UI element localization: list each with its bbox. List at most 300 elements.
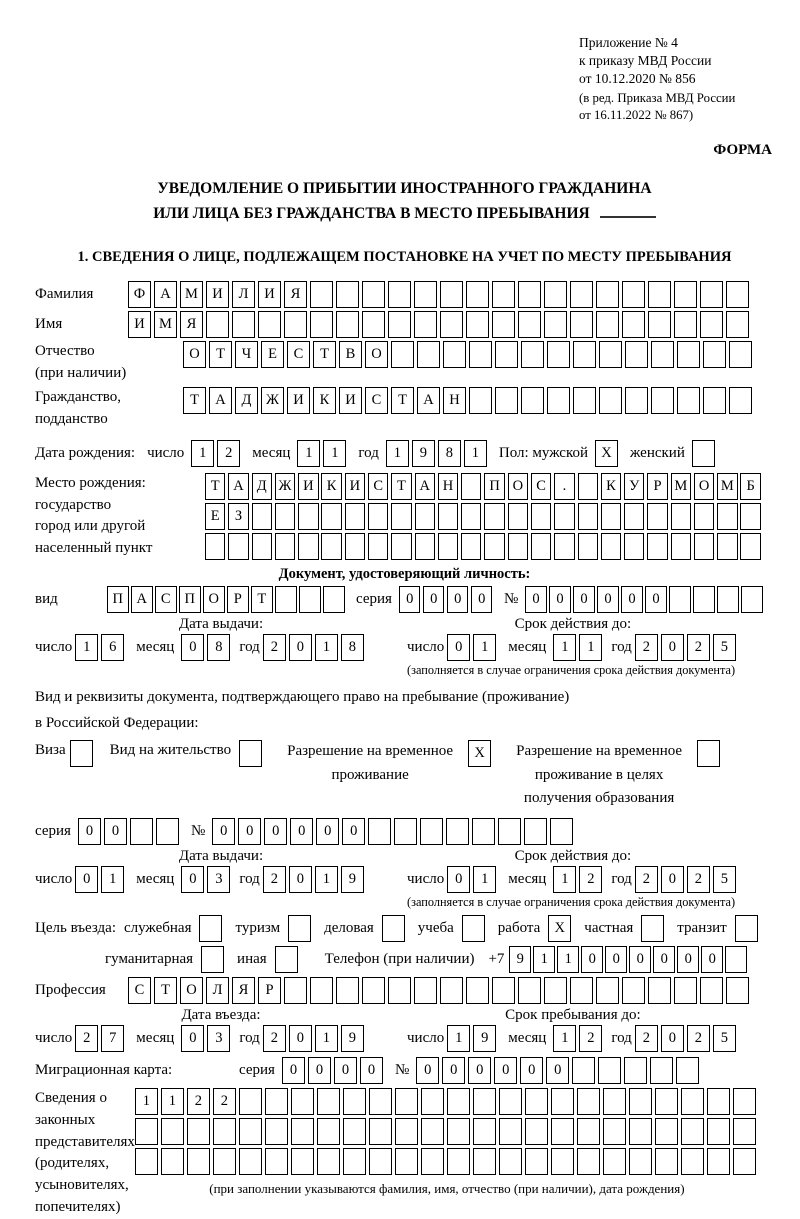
form-cell-empty[interactable]: [343, 1148, 366, 1175]
form-cell-empty[interactable]: [135, 1118, 158, 1145]
form-cell-filled[interactable]: 2: [263, 634, 286, 661]
form-cell-empty[interactable]: [473, 1148, 496, 1175]
form-cell-filled[interactable]: 1: [557, 946, 579, 973]
form-cell-empty[interactable]: [466, 281, 489, 308]
form-cell-filled[interactable]: 0: [334, 1057, 357, 1084]
form-cell-empty[interactable]: [596, 977, 619, 1004]
form-cell-empty[interactable]: [447, 1148, 470, 1175]
form-cell-empty[interactable]: [391, 503, 411, 530]
form-cell-empty[interactable]: [544, 977, 567, 1004]
form-cell-empty[interactable]: [291, 1088, 314, 1115]
form-cell-empty[interactable]: [421, 1088, 444, 1115]
form-cell-filled[interactable]: 0: [621, 586, 643, 613]
form-cell-filled[interactable]: 0: [264, 818, 287, 845]
form-cell-empty[interactable]: [275, 533, 295, 560]
form-cell-empty[interactable]: [443, 341, 466, 368]
form-cell-empty[interactable]: [414, 281, 437, 308]
form-cell-filled[interactable]: 2: [217, 440, 240, 467]
form-cell-filled[interactable]: 2: [635, 866, 658, 893]
form-cell-empty[interactable]: [317, 1088, 340, 1115]
form-cell-filled[interactable]: 0: [290, 818, 313, 845]
form-cell-filled[interactable]: Т: [209, 341, 232, 368]
form-cell-empty[interactable]: [447, 1118, 470, 1145]
form-cell-filled[interactable]: 0: [494, 1057, 517, 1084]
form-cell-empty[interactable]: [671, 533, 691, 560]
form-cell-filled[interactable]: С: [128, 977, 151, 1004]
form-cell-empty[interactable]: [415, 533, 435, 560]
form-cell-filled[interactable]: 9: [412, 440, 435, 467]
form-cell-empty[interactable]: [655, 1118, 678, 1145]
form-cell-empty[interactable]: [733, 1118, 756, 1145]
form-cell-empty[interactable]: [420, 818, 443, 845]
form-cell-empty[interactable]: [446, 818, 469, 845]
form-cell-filled[interactable]: А: [154, 281, 177, 308]
form-cell-empty[interactable]: [703, 387, 726, 414]
form-cell-filled[interactable]: 1: [161, 1088, 184, 1115]
form-cell-filled[interactable]: Б: [740, 473, 760, 500]
form-cell-empty[interactable]: [461, 503, 481, 530]
form-cell-filled[interactable]: А: [131, 586, 153, 613]
form-cell-empty[interactable]: [601, 533, 621, 560]
form-cell-empty[interactable]: [382, 915, 405, 942]
form-cell-filled[interactable]: О: [180, 977, 203, 1004]
form-cell-empty[interactable]: [703, 341, 726, 368]
form-cell-empty[interactable]: [415, 503, 435, 530]
form-cell-filled[interactable]: 1: [297, 440, 320, 467]
form-cell-filled[interactable]: 2: [263, 1025, 286, 1052]
form-cell-empty[interactable]: [345, 533, 365, 560]
form-cell-empty[interactable]: [578, 473, 598, 500]
form-cell-empty[interactable]: [598, 1057, 621, 1084]
form-cell-filled[interactable]: 0: [549, 586, 571, 613]
form-cell-filled[interactable]: Т: [391, 473, 411, 500]
form-cell-filled[interactable]: Р: [258, 977, 281, 1004]
form-cell-empty[interactable]: [284, 311, 307, 338]
form-cell-empty[interactable]: [508, 503, 528, 530]
form-cell-empty[interactable]: [547, 387, 570, 414]
form-cell-empty[interactable]: [495, 341, 518, 368]
form-cell-empty[interactable]: [624, 1057, 647, 1084]
form-cell-empty[interactable]: [677, 341, 700, 368]
form-cell-empty[interactable]: [362, 311, 385, 338]
form-cell-empty[interactable]: [669, 586, 691, 613]
form-cell-empty[interactable]: [694, 503, 714, 530]
form-cell-empty[interactable]: [603, 1118, 626, 1145]
form-cell-empty[interactable]: [461, 533, 481, 560]
form-cell-empty[interactable]: [499, 1148, 522, 1175]
form-cell-empty[interactable]: [518, 977, 541, 1004]
form-cell-filled[interactable]: 6: [101, 634, 124, 661]
form-cell-empty[interactable]: [717, 586, 739, 613]
form-cell-filled[interactable]: 0: [471, 586, 493, 613]
form-cell-empty[interactable]: [343, 1088, 366, 1115]
form-cell-filled[interactable]: 1: [315, 634, 338, 661]
form-cell-empty[interactable]: [417, 341, 440, 368]
form-cell-empty[interactable]: [518, 311, 541, 338]
form-cell-empty[interactable]: [369, 1148, 392, 1175]
form-cell-empty[interactable]: [388, 281, 411, 308]
form-cell-filled[interactable]: Е: [261, 341, 284, 368]
form-cell-empty[interactable]: [156, 818, 179, 845]
form-cell-filled[interactable]: 1: [101, 866, 124, 893]
form-cell-filled[interactable]: 1: [553, 1025, 576, 1052]
form-cell-filled[interactable]: 0: [289, 1025, 312, 1052]
form-cell-empty[interactable]: [729, 341, 752, 368]
form-cell-filled[interactable]: 2: [579, 1025, 602, 1052]
form-cell-filled[interactable]: Л: [232, 281, 255, 308]
form-cell-filled[interactable]: О: [508, 473, 528, 500]
form-cell-filled[interactable]: 2: [263, 866, 286, 893]
form-cell-filled[interactable]: 8: [438, 440, 461, 467]
form-cell-filled[interactable]: Ч: [235, 341, 258, 368]
form-cell-empty[interactable]: [421, 1118, 444, 1145]
form-cell-empty[interactable]: [336, 977, 359, 1004]
form-cell-empty[interactable]: [394, 818, 417, 845]
form-cell-empty[interactable]: [265, 1148, 288, 1175]
form-cell-filled[interactable]: Я: [284, 281, 307, 308]
form-cell-empty[interactable]: [321, 533, 341, 560]
form-cell-empty[interactable]: [601, 503, 621, 530]
form-cell-filled[interactable]: 2: [187, 1088, 210, 1115]
form-cell-filled[interactable]: 5: [713, 1025, 736, 1052]
form-cell-empty[interactable]: [625, 387, 648, 414]
form-cell-filled[interactable]: М: [717, 473, 737, 500]
form-cell-empty[interactable]: [547, 341, 570, 368]
form-cell-filled[interactable]: 0: [653, 946, 675, 973]
form-cell-empty[interactable]: [498, 818, 521, 845]
form-cell-empty[interactable]: [671, 503, 691, 530]
form-cell-filled[interactable]: 2: [687, 866, 710, 893]
form-cell-filled[interactable]: В: [339, 341, 362, 368]
form-cell-empty[interactable]: [518, 281, 541, 308]
form-cell-empty[interactable]: [369, 1118, 392, 1145]
form-cell-empty[interactable]: [717, 533, 737, 560]
form-cell-filled[interactable]: Ж: [275, 473, 295, 500]
form-cell-empty[interactable]: [570, 311, 593, 338]
form-cell-empty[interactable]: [252, 503, 272, 530]
form-cell-filled[interactable]: 1: [553, 634, 576, 661]
form-cell-empty[interactable]: [298, 503, 318, 530]
form-cell-filled[interactable]: 0: [416, 1057, 439, 1084]
form-cell-empty[interactable]: [650, 1057, 673, 1084]
form-cell-filled[interactable]: 9: [341, 866, 364, 893]
form-cell-empty[interactable]: [310, 977, 333, 1004]
form-cell-empty[interactable]: [317, 1118, 340, 1145]
form-cell-empty[interactable]: [414, 977, 437, 1004]
form-cell-filled[interactable]: 1: [533, 946, 555, 973]
form-cell-empty[interactable]: [625, 341, 648, 368]
form-cell-filled[interactable]: 0: [238, 818, 261, 845]
form-cell-empty[interactable]: [700, 977, 723, 1004]
form-cell-filled[interactable]: С: [365, 387, 388, 414]
form-cell-empty[interactable]: [275, 586, 297, 613]
form-cell-empty[interactable]: [239, 1148, 262, 1175]
form-cell-filled[interactable]: 8: [207, 634, 230, 661]
form-cell-empty[interactable]: [298, 533, 318, 560]
form-cell-empty[interactable]: [275, 946, 298, 973]
form-cell-empty[interactable]: [681, 1118, 704, 1145]
form-cell-filled[interactable]: М: [671, 473, 691, 500]
form-cell-empty[interactable]: [499, 1118, 522, 1145]
form-cell-empty[interactable]: [199, 915, 222, 942]
form-cell-empty[interactable]: [707, 1088, 730, 1115]
form-cell-filled[interactable]: 3: [207, 866, 230, 893]
form-cell-empty[interactable]: [725, 946, 747, 973]
form-cell-empty[interactable]: [648, 977, 671, 1004]
form-cell-filled[interactable]: 7: [101, 1025, 124, 1052]
form-cell-empty[interactable]: [388, 977, 411, 1004]
form-cell-empty[interactable]: [239, 740, 262, 767]
form-cell-filled[interactable]: У: [624, 473, 644, 500]
form-cell-empty[interactable]: [187, 1118, 210, 1145]
form-cell-empty[interactable]: [395, 1148, 418, 1175]
form-cell-filled[interactable]: 2: [687, 634, 710, 661]
form-cell-empty[interactable]: [551, 1148, 574, 1175]
form-cell-filled[interactable]: М: [180, 281, 203, 308]
form-cell-filled[interactable]: 0: [605, 946, 627, 973]
form-cell-filled[interactable]: С: [531, 473, 551, 500]
form-cell-filled[interactable]: О: [183, 341, 206, 368]
form-cell-empty[interactable]: [521, 341, 544, 368]
form-cell-empty[interactable]: [554, 533, 574, 560]
form-cell-filled[interactable]: Ф: [128, 281, 151, 308]
form-cell-empty[interactable]: [321, 503, 341, 530]
form-cell-empty[interactable]: [733, 1148, 756, 1175]
form-cell-filled[interactable]: С: [368, 473, 388, 500]
form-cell-empty[interactable]: [521, 387, 544, 414]
form-cell-filled[interactable]: С: [287, 341, 310, 368]
form-cell-filled[interactable]: 3: [207, 1025, 230, 1052]
form-cell-empty[interactable]: [693, 586, 715, 613]
form-cell-filled[interactable]: 1: [464, 440, 487, 467]
form-cell-filled[interactable]: 0: [597, 586, 619, 613]
form-cell-filled[interactable]: 0: [399, 586, 421, 613]
form-cell-empty[interactable]: [525, 1088, 548, 1115]
form-cell-empty[interactable]: [466, 977, 489, 1004]
form-cell-filled[interactable]: 0: [629, 946, 651, 973]
form-cell-filled[interactable]: 0: [447, 634, 470, 661]
form-cell-empty[interactable]: [697, 740, 720, 767]
form-cell-filled[interactable]: 0: [661, 1025, 684, 1052]
form-cell-filled[interactable]: Т: [154, 977, 177, 1004]
form-cell-empty[interactable]: [674, 311, 697, 338]
form-cell-filled[interactable]: М: [154, 311, 177, 338]
form-cell-filled[interactable]: 0: [289, 866, 312, 893]
form-cell-empty[interactable]: [265, 1088, 288, 1115]
form-cell-empty[interactable]: [531, 503, 551, 530]
form-cell-empty[interactable]: [525, 1148, 548, 1175]
form-cell-empty[interactable]: [388, 311, 411, 338]
form-cell-empty[interactable]: [740, 533, 760, 560]
form-cell-filled[interactable]: 0: [546, 1057, 569, 1084]
form-cell-empty[interactable]: [599, 341, 622, 368]
form-cell-filled[interactable]: А: [417, 387, 440, 414]
form-cell-filled[interactable]: 1: [447, 1025, 470, 1052]
form-cell-filled[interactable]: А: [415, 473, 435, 500]
form-cell-empty[interactable]: [391, 341, 414, 368]
form-cell-filled[interactable]: А: [209, 387, 232, 414]
form-cell-filled[interactable]: 9: [473, 1025, 496, 1052]
form-cell-filled[interactable]: 0: [423, 586, 445, 613]
form-cell-filled[interactable]: X: [548, 915, 571, 942]
form-cell-filled[interactable]: 5: [713, 634, 736, 661]
form-cell-empty[interactable]: [550, 818, 573, 845]
form-cell-filled[interactable]: И: [287, 387, 310, 414]
form-cell-empty[interactable]: [492, 977, 515, 1004]
form-cell-empty[interactable]: [740, 503, 760, 530]
form-cell-filled[interactable]: Н: [443, 387, 466, 414]
form-cell-empty[interactable]: [391, 533, 411, 560]
form-cell-filled[interactable]: О: [365, 341, 388, 368]
form-cell-empty[interactable]: [291, 1148, 314, 1175]
form-cell-empty[interactable]: [622, 281, 645, 308]
form-cell-filled[interactable]: Р: [227, 586, 249, 613]
form-cell-filled[interactable]: О: [694, 473, 714, 500]
form-cell-empty[interactable]: [573, 387, 596, 414]
form-cell-filled[interactable]: 0: [75, 866, 98, 893]
form-cell-empty[interactable]: [310, 311, 333, 338]
form-cell-empty[interactable]: [629, 1088, 652, 1115]
form-cell-empty[interactable]: [345, 503, 365, 530]
form-cell-empty[interactable]: [440, 977, 463, 1004]
form-cell-empty[interactable]: [368, 533, 388, 560]
form-cell-filled[interactable]: 1: [553, 866, 576, 893]
form-cell-filled[interactable]: Е: [205, 503, 225, 530]
form-cell-filled[interactable]: 0: [447, 586, 469, 613]
form-cell-empty[interactable]: [554, 503, 574, 530]
form-cell-empty[interactable]: [647, 503, 667, 530]
form-cell-empty[interactable]: [492, 311, 515, 338]
form-cell-empty[interactable]: [317, 1148, 340, 1175]
form-cell-empty[interactable]: [544, 281, 567, 308]
form-cell-empty[interactable]: [726, 977, 749, 1004]
form-cell-filled[interactable]: О: [203, 586, 225, 613]
form-cell-filled[interactable]: 0: [677, 946, 699, 973]
form-cell-filled[interactable]: Ж: [261, 387, 284, 414]
form-cell-empty[interactable]: [135, 1148, 158, 1175]
form-cell-empty[interactable]: [310, 281, 333, 308]
form-cell-filled[interactable]: X: [468, 740, 491, 767]
form-cell-empty[interactable]: [232, 311, 255, 338]
form-cell-filled[interactable]: Я: [180, 311, 203, 338]
form-cell-empty[interactable]: [447, 1088, 470, 1115]
form-cell-empty[interactable]: [473, 1088, 496, 1115]
form-cell-empty[interactable]: [717, 503, 737, 530]
form-cell-filled[interactable]: И: [345, 473, 365, 500]
form-cell-empty[interactable]: [369, 1088, 392, 1115]
form-cell-filled[interactable]: 1: [386, 440, 409, 467]
form-cell-empty[interactable]: [624, 503, 644, 530]
form-cell-filled[interactable]: 0: [212, 818, 235, 845]
form-cell-empty[interactable]: [622, 311, 645, 338]
form-cell-empty[interactable]: [578, 503, 598, 530]
form-cell-empty[interactable]: [421, 1148, 444, 1175]
form-cell-filled[interactable]: Т: [313, 341, 336, 368]
form-cell-empty[interactable]: [655, 1148, 678, 1175]
form-cell-filled[interactable]: Д: [235, 387, 258, 414]
form-cell-filled[interactable]: 0: [181, 1025, 204, 1052]
form-cell-empty[interactable]: [674, 977, 697, 1004]
form-cell-empty[interactable]: [201, 946, 224, 973]
form-cell-empty[interactable]: [161, 1148, 184, 1175]
form-cell-empty[interactable]: [440, 281, 463, 308]
form-cell-empty[interactable]: [596, 281, 619, 308]
form-cell-empty[interactable]: [573, 341, 596, 368]
form-cell-filled[interactable]: 5: [713, 866, 736, 893]
form-cell-empty[interactable]: [336, 281, 359, 308]
form-cell-filled[interactable]: И: [298, 473, 318, 500]
form-cell-empty[interactable]: [741, 586, 763, 613]
form-cell-filled[interactable]: И: [128, 311, 151, 338]
form-cell-filled[interactable]: С: [155, 586, 177, 613]
form-cell-filled[interactable]: 2: [213, 1088, 236, 1115]
form-cell-filled[interactable]: 0: [181, 866, 204, 893]
form-cell-filled[interactable]: 2: [635, 1025, 658, 1052]
form-cell-filled[interactable]: К: [601, 473, 621, 500]
form-cell-filled[interactable]: 0: [525, 586, 547, 613]
form-cell-empty[interactable]: [440, 311, 463, 338]
form-cell-filled[interactable]: Р: [647, 473, 667, 500]
form-cell-filled[interactable]: .: [554, 473, 574, 500]
form-cell-filled[interactable]: Т: [391, 387, 414, 414]
form-cell-filled[interactable]: 0: [342, 818, 365, 845]
form-cell-empty[interactable]: [629, 1118, 652, 1145]
form-cell-filled[interactable]: 0: [282, 1057, 305, 1084]
form-cell-empty[interactable]: [676, 1057, 699, 1084]
form-cell-filled[interactable]: 2: [687, 1025, 710, 1052]
form-cell-empty[interactable]: [733, 1088, 756, 1115]
form-cell-empty[interactable]: [228, 533, 248, 560]
form-cell-empty[interactable]: [291, 1118, 314, 1145]
form-cell-empty[interactable]: [362, 281, 385, 308]
form-cell-filled[interactable]: 0: [360, 1057, 383, 1084]
form-cell-filled[interactable]: П: [484, 473, 504, 500]
form-cell-empty[interactable]: [544, 311, 567, 338]
form-cell-filled[interactable]: 0: [701, 946, 723, 973]
form-cell-filled[interactable]: 0: [316, 818, 339, 845]
form-cell-empty[interactable]: [570, 281, 593, 308]
form-cell-empty[interactable]: [469, 341, 492, 368]
form-cell-empty[interactable]: [362, 977, 385, 1004]
form-cell-filled[interactable]: 0: [581, 946, 603, 973]
form-cell-empty[interactable]: [647, 533, 667, 560]
form-cell-empty[interactable]: [524, 818, 547, 845]
form-cell-filled[interactable]: Д: [252, 473, 272, 500]
form-cell-filled[interactable]: 0: [78, 818, 101, 845]
form-cell-empty[interactable]: [624, 533, 644, 560]
form-cell-empty[interactable]: [205, 533, 225, 560]
form-cell-empty[interactable]: [70, 740, 93, 767]
form-cell-empty[interactable]: [531, 533, 551, 560]
form-cell-empty[interactable]: [473, 1118, 496, 1145]
form-cell-filled[interactable]: Я: [232, 977, 255, 1004]
form-cell-filled[interactable]: 8: [341, 634, 364, 661]
form-cell-empty[interactable]: [648, 311, 671, 338]
form-cell-empty[interactable]: [258, 311, 281, 338]
form-cell-filled[interactable]: 0: [104, 818, 127, 845]
form-cell-empty[interactable]: [694, 533, 714, 560]
form-cell-empty[interactable]: [641, 915, 664, 942]
form-cell-empty[interactable]: [700, 281, 723, 308]
form-cell-filled[interactable]: 1: [579, 634, 602, 661]
form-cell-filled[interactable]: Т: [183, 387, 206, 414]
form-cell-empty[interactable]: [499, 1088, 522, 1115]
form-cell-empty[interactable]: [577, 1148, 600, 1175]
form-cell-filled[interactable]: 0: [661, 634, 684, 661]
form-cell-empty[interactable]: [596, 311, 619, 338]
form-cell-empty[interactable]: [239, 1088, 262, 1115]
form-cell-empty[interactable]: [284, 977, 307, 1004]
